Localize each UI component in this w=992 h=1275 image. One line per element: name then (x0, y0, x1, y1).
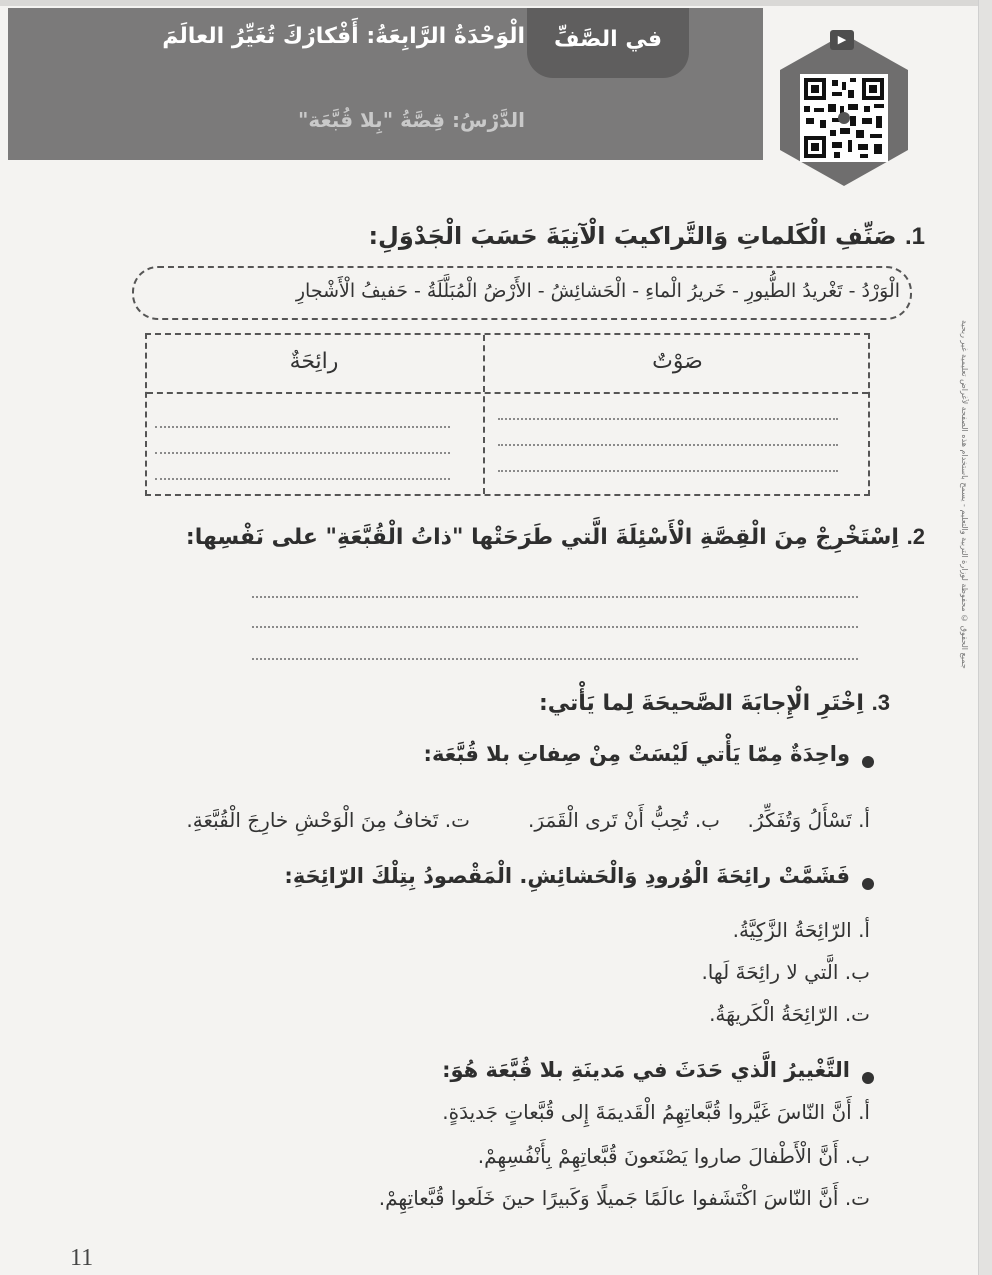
item-3-option-a[interactable]: أ. أَنَّ النّاسَ غَيَّروا قُبَّعاتِهِمُ الْقَديمَةَ إِلى قُبَّعاتٍ جَديدَةٍ. (442, 1100, 870, 1124)
item-3-stem: التَّغْييرُ الَّذي حَدَثَ في مَدينَةِ بلا قُبَّعَة هُوَ: (442, 1058, 850, 1082)
item-1-option-b[interactable]: ب. تُحِبُّ أَنْ تَرى الْقَمَرَ. (528, 808, 720, 832)
video-icon: ▶ (830, 30, 854, 50)
bullet-icon (862, 756, 874, 768)
item-1-option-c[interactable]: ت. تَخافُ مِنَ الْوَحْشِ خارِجَ الْقُبَّعَةِ. (186, 808, 470, 832)
item-3-option-b[interactable]: ب. أَنَّ الْأَطْفالَ صاروا يَصْنَعونَ قُبَّعاتِهِمْ بِأَنْفُسِهِمْ. (477, 1144, 870, 1168)
section-tab: في الصَّفِّ (527, 8, 689, 78)
item-3-option-c[interactable]: ت. أَنَّ النّاسَ اكْتَشَفوا عالَمًا جَميلًا وَكَبيرًا حينَ خَلَعوا قُبَّعاتِهِمْ. (378, 1186, 870, 1210)
question-3-text: اِخْتَرِ الْإِجابَةَ الصَّحيحَةَ لِما يَأْتي: (538, 691, 864, 716)
answer-line-smell-3[interactable] (155, 478, 450, 480)
column-header-smell: رائِحَةٌ (289, 349, 339, 374)
lesson-title: الدَّرْسُ: قِصَّةُ "بِلا قُبَّعَة" (297, 108, 525, 132)
question-1 (368, 222, 925, 258)
item-2-stem: فَشَمَّتْ رائِحَةَ الْوُرودِ وَالْحَشائِشِ. الْمَقْصودُ بِتِلْكَ الرّائِحَةِ: (284, 864, 850, 888)
page-number: 11 (70, 1245, 94, 1271)
answer-line-smell-1[interactable] (155, 426, 450, 428)
question-2 (185, 524, 925, 560)
answer-line-q2-1[interactable] (252, 596, 858, 598)
question-2-number: 2. (906, 524, 925, 549)
side-copyright-note: جميع الحقوق © محفوظة لوزارة التربية والتعليم - يسمح باستخدام هذه الصفحة لأغراض تعليمية غير ربحية (960, 320, 969, 669)
answer-line-q2-3[interactable] (252, 658, 858, 660)
bullet-icon (862, 878, 874, 890)
unit-title: الْوَحْدَةُ الرَّابِعَةُ: أَفْكارُكَ تُغَيِّرُ العالَمَ (162, 24, 525, 49)
item-2-option-b[interactable]: ب. الَّتي لا رائِحَةَ لَها. (701, 960, 870, 984)
question-1-number: 1. (904, 223, 925, 250)
item-2-option-c[interactable]: ت. الرّائِحَةُ الْكَريهَةُ. (709, 1002, 870, 1026)
item-1-stem: واحِدَةٌ مِمّا يَأْتي لَيْسَتْ مِنْ صِفاتِ بلا قُبَّعَة: (423, 742, 850, 766)
column-header-sound: صَوْتٌ (652, 349, 703, 374)
table-divider-vertical (483, 335, 485, 494)
answer-line-sound-2[interactable] (498, 444, 838, 446)
question-3 (540, 690, 890, 724)
question-2-text: اِسْتَخْرِجْ مِنَ الْقِصَّةِ الْأَسْئِلَةَ الَّتي طَرَحَتْها "ذاتُ الْقُبَّعَةِ" على نَفْسِها: (185, 525, 899, 550)
question-3-number: 3. (871, 690, 890, 715)
answer-line-q2-2[interactable] (252, 626, 858, 628)
question-1-text: صَنِّفِ الْكَلماتِ وَالتَّراكيبَ الْآتِيَةَ حَسَبَ الْجَدْوَلِ: (368, 222, 897, 250)
answer-line-smell-2[interactable] (155, 452, 450, 454)
page-right-edge (978, 0, 992, 1275)
bullet-icon (862, 1072, 874, 1084)
answer-line-sound-1[interactable] (498, 418, 838, 420)
item-1-option-a[interactable]: أ. تَسْأَلُ وَتُفَكِّرُ. (747, 808, 870, 832)
qr-code-badge[interactable] (774, 30, 914, 190)
word-bank-text: الْوَرْدُ - تَغْريدُ الطُّيورِ - خَريرُ الْماءِ - الْحَشائِشُ - الأَرْضُ الْمُبَلَّلَةُ - حَفيفُ الْأَشْجارِ (295, 280, 900, 302)
table-divider-horizontal (147, 392, 868, 394)
page-top-edge (0, 0, 992, 6)
answer-line-sound-3[interactable] (498, 470, 838, 472)
item-2-option-a[interactable]: أ. الرّائِحَةُ الزَّكِيَّةُ. (732, 918, 870, 942)
